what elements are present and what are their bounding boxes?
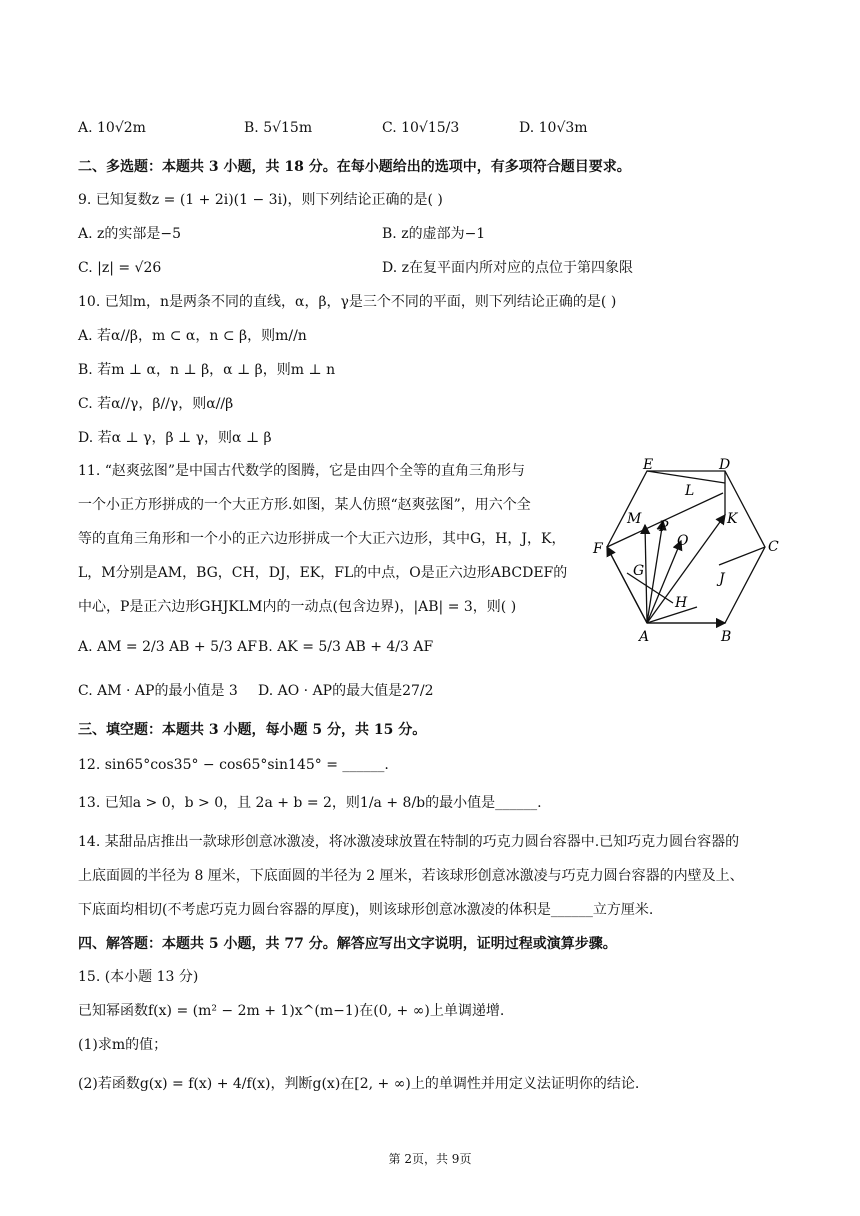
q13: 13. 已知a > 0，b > 0，且 2a + b = 2，则1/a + 8/b的最小值是______. — [78, 795, 542, 811]
q10-option-d: D. 若α ⊥ γ，β ⊥ γ，则α ⊥ β — [78, 430, 272, 446]
q14-line-2: 上底面圆的半径为 8 厘米，下底面圆的半径为 2 厘米，若该球形创意冰激凌与巧克力圆台容器的内壁及上、 — [78, 868, 744, 884]
section-2-heading: 二、多选题：本题共 3 小题，共 18 分。在每小题给出的选项中，有多项符合题目要求。 — [78, 159, 631, 175]
q11-option-a: A. AM = 2/3 AB + 5/3 AF — [78, 639, 257, 655]
q8-option-d: D. 10√3m — [519, 120, 588, 136]
label-p: P — [659, 519, 669, 535]
q9-option-d: D. z在复平面内所对应的点位于第四象限 — [382, 260, 634, 276]
q11-line-4: L，M分别是AM，BG，CH，DJ，EK，FL的中点，O是正六边形ABCDEF的 — [78, 565, 568, 581]
section-3-heading: 三、填空题：本题共 3 小题，每小题 5 分，共 15 分。 — [78, 722, 427, 738]
q8-option-a: A. 10√2m — [78, 120, 146, 136]
q15-part-2: (2)若函数g(x) = f(x) + 4/f(x)，判断g(x)在[2, + ∞)上的单调性并用定义法证明你的结论. — [78, 1076, 640, 1092]
q8-option-b: B. 5√15m — [244, 120, 313, 136]
label-j: J — [719, 571, 725, 587]
label-k: K — [727, 511, 738, 527]
q10-option-c: C. 若α//γ，β//γ，则α//β — [78, 396, 234, 412]
page-footer: 第 2页，共 9页 — [388, 1152, 472, 1166]
q12: 12. sin65°cos35° − cos65°sin145° = ______. — [78, 757, 389, 773]
q9-option-c: C. |z| = √26 — [78, 260, 162, 276]
q14-line-3: 下底面均相切(不考虑巧克力圆台容器的厚度)，则该球形创意冰激凌的体积是______立方厘米. — [78, 902, 654, 918]
label-b: B — [721, 629, 732, 645]
q14-line-1: 14. 某甜品店推出一款球形创意冰激凌，将冰激凌球放置在特制的巧克力圆台容器中.已知巧克力圆台容器的 — [78, 834, 740, 850]
label-c: C — [768, 539, 779, 555]
label-m: M — [627, 511, 642, 527]
q15-stem: 已知幂函数f(x) = (m² − 2m + 1)x^(m−1)在(0, + ∞)上单调递增. — [78, 1003, 505, 1019]
label-a: A — [639, 629, 650, 645]
q10-stem: 10. 已知m，n是两条不同的直线，α，β，γ是三个不同的平面，则下列结论正确的是( ) — [78, 294, 617, 310]
q11-option-c: C. AM · AP的最小值是 3 — [78, 683, 238, 699]
q11-line-1: 11. “赵爽弦图”是中国古代数学的图腾，它是由四个全等的直角三角形与 — [78, 463, 526, 479]
q9-option-a: A. z的实部是−5 — [78, 226, 182, 242]
hexagon-figure — [585, 455, 790, 645]
q10-option-b: B. 若m ⊥ α，n ⊥ β，α ⊥ β，则m ⊥ n — [78, 362, 336, 378]
label-d: D — [719, 457, 731, 473]
label-o: O — [677, 533, 689, 549]
q11-option-b: B. AK = 5/3 AB + 4/3 AF — [258, 639, 434, 655]
label-e: E — [643, 457, 654, 473]
label-h: H — [675, 595, 688, 611]
q11-line-2: 一个小正方形拼成的一个大正方形.如图，某人仿照“赵爽弦图”，用六个全 — [78, 497, 531, 513]
q9-stem: 9. 已知复数z = (1 + 2i)(1 − 3i)，则下列结论正确的是( ) — [78, 192, 443, 208]
label-f: F — [593, 541, 603, 557]
q15-part-1: (1)求m的值； — [78, 1037, 168, 1053]
q11-option-d: D. AO · AP的最大值是27/2 — [258, 683, 434, 699]
section-4-heading: 四、解答题：本题共 5 小题，共 77 分。解答应写出文字说明，证明过程或演算步骤。 — [78, 936, 617, 952]
q9-option-b: B. z的虚部为−1 — [382, 226, 486, 242]
q10-option-a: A. 若α//β，m ⊂ α，n ⊂ β，则m//n — [78, 328, 307, 344]
label-g: G — [633, 563, 645, 579]
q15-title: 15. (本小题 13 分) — [78, 969, 199, 985]
q11-line-5: 中心，P是正六边形GHJKLM内的一动点(包含边界)，|AB| = 3，则( ) — [78, 599, 517, 615]
label-l: L — [685, 483, 695, 499]
q8-option-c: C. 10√15/3 — [382, 120, 460, 136]
q11-line-3: 等的直角三角形和一个小的正六边形拼成一个大正六边形，其中G，H，J，K， — [78, 531, 566, 547]
